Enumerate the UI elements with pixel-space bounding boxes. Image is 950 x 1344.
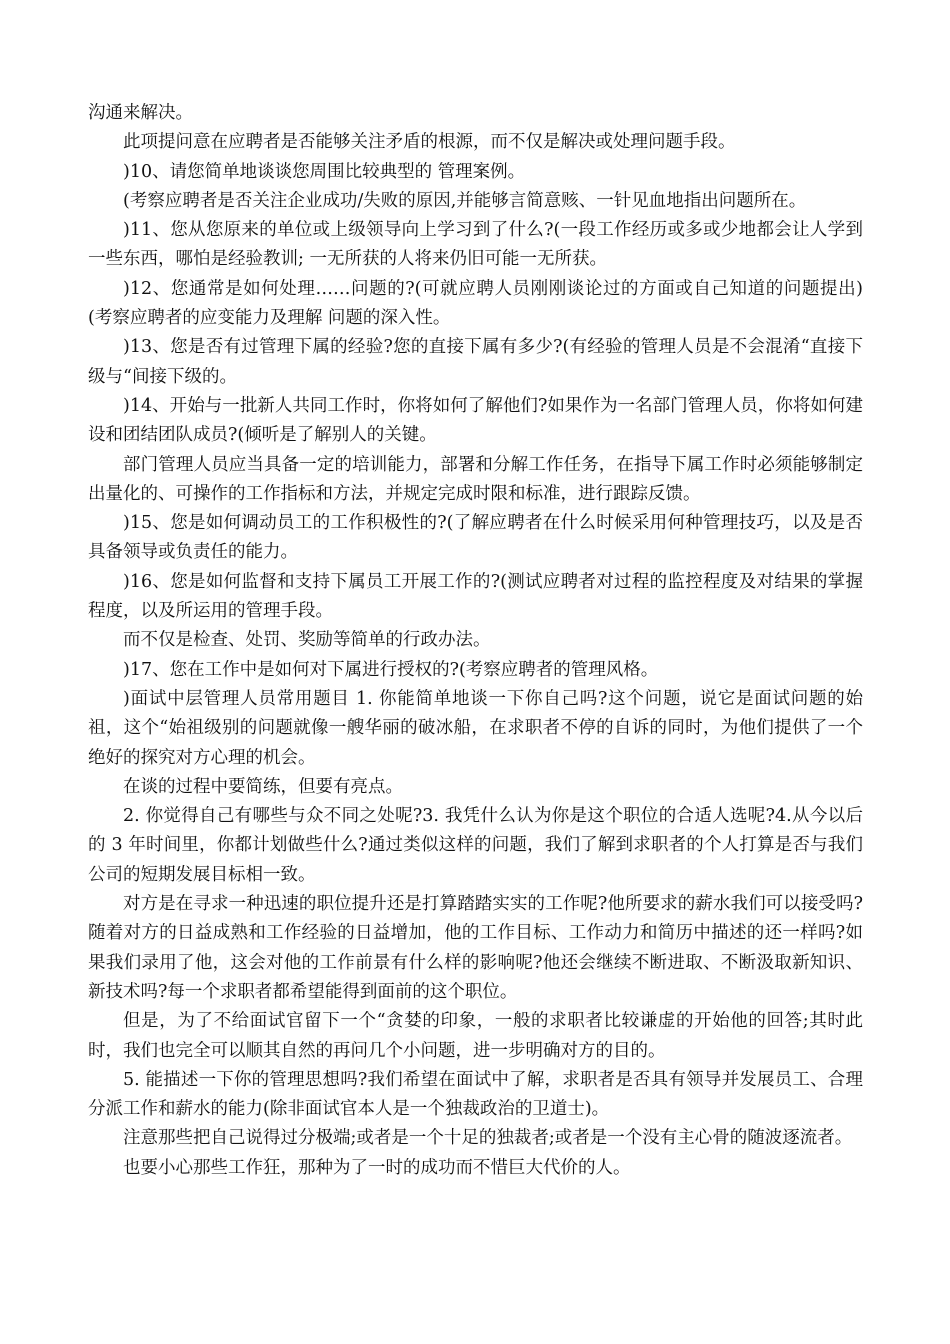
paragraph-question-5: 5. 能描述一下你的管理思想吗?我们希望在面试中了解，求职者是否具有领导并发展员工、合理分派工作和薪水的能力(除非面试官本人是一个独裁政治的卫道士)。: [88, 1069, 863, 1120]
paragraph-extremes-warning: 注意那些把自己说得过分极端;或者是一个十足的独裁者;或者是一个没有主心骨的随波逐流者。: [123, 1128, 853, 1149]
paragraph-question-10: )10、请您简单地谈谈您周围比较典型的 管理案例。: [123, 161, 526, 182]
document-body: [88, 99, 863, 1183]
paragraph-question-17: )17、您在工作中是如何对下属进行授权的?(考察应聘者的管理风格。: [123, 659, 659, 680]
paragraph-questions-2-4: 2. 你觉得自己有哪些与众不同之处呢?3. 我凭什么认为你是这个职位的合适人选呢?4.从今以后的 3 年时间里，你都计划做些什么?通过类似这样的问题，我们了解到求职者的个人打算是否与我们公司的短期发展目标相一致。: [88, 806, 863, 885]
paragraph-modest-answer: 但是，为了不给面试官留下一个“贪婪的印象，一般的求职者比较谦虚的开始他的回答;其时此时，我们也完全可以顺其自然的再问几个小问题，进一步明确对方的目的。: [88, 1011, 863, 1061]
paragraph-question-15: )15、您是如何调动员工的工作积极性的?(了解应聘者在什么时候采用何种管理技巧，以及是否具备领导或负责任的能力。: [88, 513, 863, 563]
paragraph-training-ability: 部门管理人员应当具备一定的培训能力，部署和分解工作任务，在指导下属工作时必须能够制定出量化的、可操作的工作指标和方法，并规定完成时限和标准，进行跟踪反馈。: [88, 454, 863, 504]
paragraph-question-14: )14、开始与一批新人共同工作时，你将如何了解他们?如果作为一名部门管理人员，你将如何建设和团结团队成员?(倾听是了解别人的关键。: [88, 395, 863, 446]
paragraph-question-16: )16、您是如何监督和支持下属员工开展工作的?(测试应聘者对过程的监控程度及对结果的掌握程度，以及所运用的管理手段。: [88, 571, 863, 622]
paragraph-note-q1: 在谈的过程中要简练，但要有亮点。: [123, 776, 403, 797]
paragraph-workaholic-warning: 也要小心那些工作狂，那种为了一时的成功而不惜巨大代价的人。: [123, 1157, 631, 1178]
paragraph-note-10: (考察应聘者是否关注企业成功/失败的原因,并能够言简意赅、一针见血地指出问题所在。: [123, 190, 807, 211]
paragraph-note-root-cause: 此项提问意在应聘者是否能够关注矛盾的根源，而不仅是解决或处理问题手段。: [123, 132, 736, 153]
paragraph-note-16: 而不仅是检查、处罚、奖励等简单的行政办法。: [123, 630, 491, 651]
paragraph-question-11: )11、您从您原来的单位或上级领导向上学习到了什么?(一段工作经历或多或少地都会让人学到一些东西，哪怕是经验教训; 一无所获的人将来仍旧可能一无所获。: [88, 220, 863, 270]
paragraph-continuation: 沟通来解决。: [88, 103, 193, 123]
paragraph-middle-management-q1: )面试中层管理人员常用题目 1. 你能简单地谈一下你自己吗?这个问题，说它是面试问题的始祖，这个“始祖级别的问题就像一艘华丽的破冰船，在求职者不停的自诉的同时，为他们提供了一个绝好的探究对方心理的机会。: [88, 688, 863, 768]
paragraph-question-12: )12、您通常是如何处理……问题的?(可就应聘人员刚刚谈论过的方面或自己知道的问题提出)(考察应聘者的应变能力及理解 问题的深入性。: [88, 278, 863, 329]
paragraph-career-goals: 对方是在寻求一种迅速的职位提升还是打算踏踏实实的工作呢?他所要求的薪水我们可以接受吗?随着对方的日益成熟和工作经验的日益增加，他的工作目标、工作动力和简历中描述的还一样吗?如果我们录用了他，这会对他的工作前景有什么样的影响呢?他还会继续不断进取、不断汲取新知识、新技术吗?每一个求职者都希望能得到面前的这个职位。: [88, 894, 863, 1002]
paragraph-question-13: )13、您是否有过管理下属的经验?您的直接下属有多少?(有经验的管理人员是不会混淆“直接下级与“间接下级的。: [88, 337, 863, 387]
